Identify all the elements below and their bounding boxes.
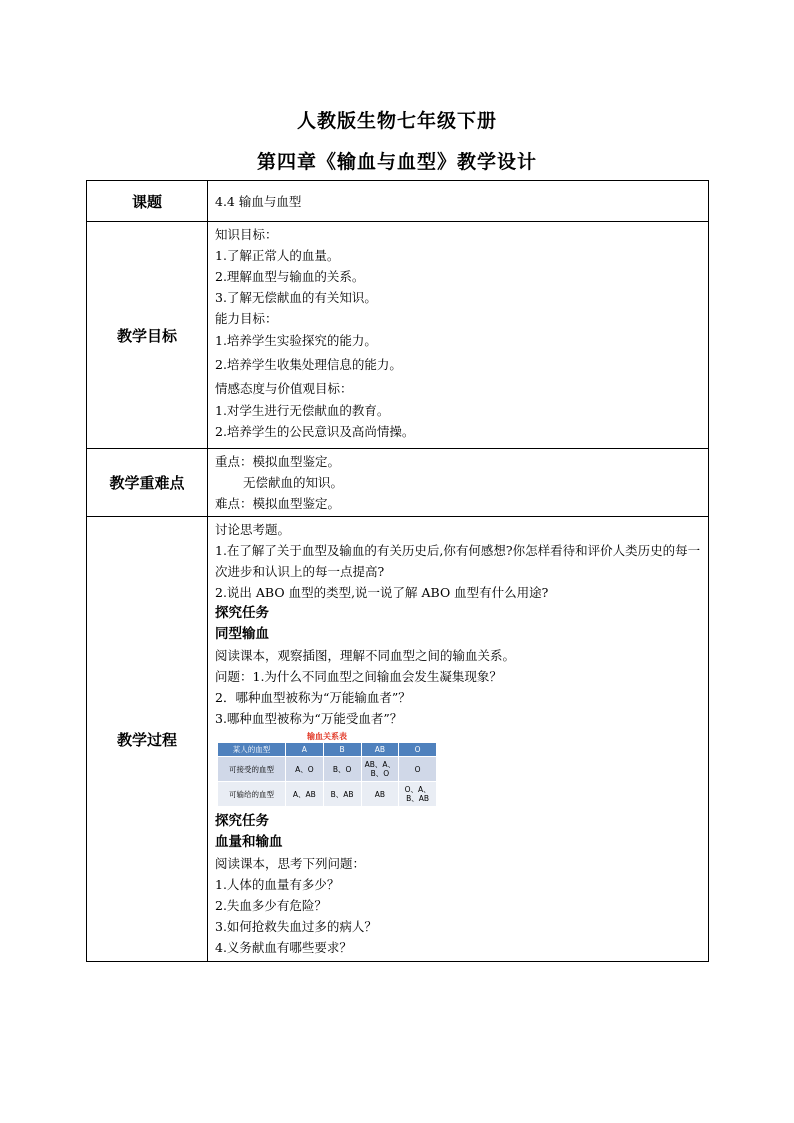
blood-table-cell: O <box>399 757 437 782</box>
keypoints-label: 教学重难点 <box>87 449 208 517</box>
topic-row <box>87 181 709 222</box>
task-question: 3.哪种血型被称为“万能受血者”？ <box>215 711 403 726</box>
task-question: 4.义务献血有哪些要求？ <box>215 940 352 955</box>
figure-caption: 输血关系表 <box>307 732 347 741</box>
goal-line: 2.培养学生的公民意识及高尚情操。 <box>215 424 415 439</box>
blood-table-cell: AB、A、B、O <box>361 757 399 782</box>
blood-table-cell: AB <box>361 782 399 807</box>
blood-table-cell: AB <box>361 743 399 757</box>
goal-line: 2.培养学生收集处理信息的能力。 <box>215 357 402 372</box>
process-row <box>87 517 709 962</box>
blood-table-cell: O <box>399 743 437 757</box>
task-heading: 探究任务 <box>215 813 269 829</box>
blood-transfusion-table <box>217 742 437 807</box>
goals-row <box>87 222 709 449</box>
keypoint-line: 无偿献血的知识。 <box>243 475 344 490</box>
goal-line: 1.培养学生实验探究的能力。 <box>215 333 377 348</box>
blood-transfusion-figure <box>217 732 437 807</box>
goal-line: 情感态度与价值观目标： <box>215 381 353 396</box>
blood-table-cell: A、AB <box>286 782 324 807</box>
blood-table-row <box>218 757 437 782</box>
task-question: 2．哪种血型被称为“万能输血者”？ <box>215 690 411 705</box>
goals-content <box>208 222 709 449</box>
topic-label: 课题 <box>87 181 208 222</box>
blood-table-cell: B、AB <box>323 782 361 807</box>
task-question: 问题：1.为什么不同血型之间输血会发生凝集现象？ <box>215 669 502 684</box>
goal-line: 3.了解无偿献血的有关知识。 <box>215 290 377 305</box>
task-subheading: 同型输血 <box>215 626 269 642</box>
blood-table-cell: 可输给的血型 <box>218 782 286 807</box>
blood-table-cell: O、A、B、AB <box>399 782 437 807</box>
task-question: 3.如何抢救失血过多的病人？ <box>215 919 377 934</box>
blood-table-row <box>218 782 437 807</box>
goals-label: 教学目标 <box>87 222 208 449</box>
goal-line: 能力目标： <box>215 311 278 326</box>
task-heading: 探究任务 <box>215 605 269 621</box>
goal-line: 2.理解血型与输血的关系。 <box>215 269 365 284</box>
discussion-title: 讨论思考题。 <box>215 522 291 537</box>
blood-table-cell: B、O <box>323 757 361 782</box>
document-title: 人教版生物七年级下册 <box>296 110 497 132</box>
keypoint-line: 重点：模拟血型鉴定。 <box>215 454 341 469</box>
discussion-question: 2.说出 ABO 血型的类型,说一说了解 ABO 血型有什么用途? <box>215 585 549 600</box>
keypoint-line: 难点：模拟血型鉴定。 <box>215 496 341 511</box>
task-text: 阅读课本，观察插图，理解不同血型之间的输血关系。 <box>215 648 516 663</box>
discussion-question: 1.在了解了关于血型及输血的有关历史后,你有何感想?你怎样看待和评价人类历史的每一次进步和认识上的每一点提高? <box>215 543 701 579</box>
goal-line: 1.了解正常人的血量。 <box>215 248 340 263</box>
task-question: 1.人体的血量有多少？ <box>215 877 340 892</box>
blood-table-cell: 可接受的血型 <box>218 757 286 782</box>
process-label: 教学过程 <box>87 517 208 962</box>
topic-value <box>208 181 709 222</box>
goal-line: 知识目标： <box>215 227 278 242</box>
task-text: 阅读课本，思考下列问题： <box>215 856 366 871</box>
task-question: 2.失血多少有危险？ <box>215 898 327 913</box>
blood-table-cell: A、O <box>286 757 324 782</box>
keypoints-content <box>208 449 709 517</box>
topic-text: 4.4 输血与血型 <box>215 193 302 209</box>
blood-table-cell: B <box>323 743 361 757</box>
goal-line: 1.对学生进行无偿献血的教育。 <box>215 403 390 418</box>
blood-table-cell: A <box>286 743 324 757</box>
task-subheading: 血量和输血 <box>215 834 283 850</box>
keypoints-row <box>87 449 709 517</box>
lesson-plan-table <box>86 180 709 962</box>
process-content <box>208 517 709 962</box>
blood-table-cell: 某人的血型 <box>218 743 286 757</box>
blood-table-header <box>218 743 437 757</box>
document-subtitle: 第四章《输血与血型》教学设计 <box>256 151 537 173</box>
